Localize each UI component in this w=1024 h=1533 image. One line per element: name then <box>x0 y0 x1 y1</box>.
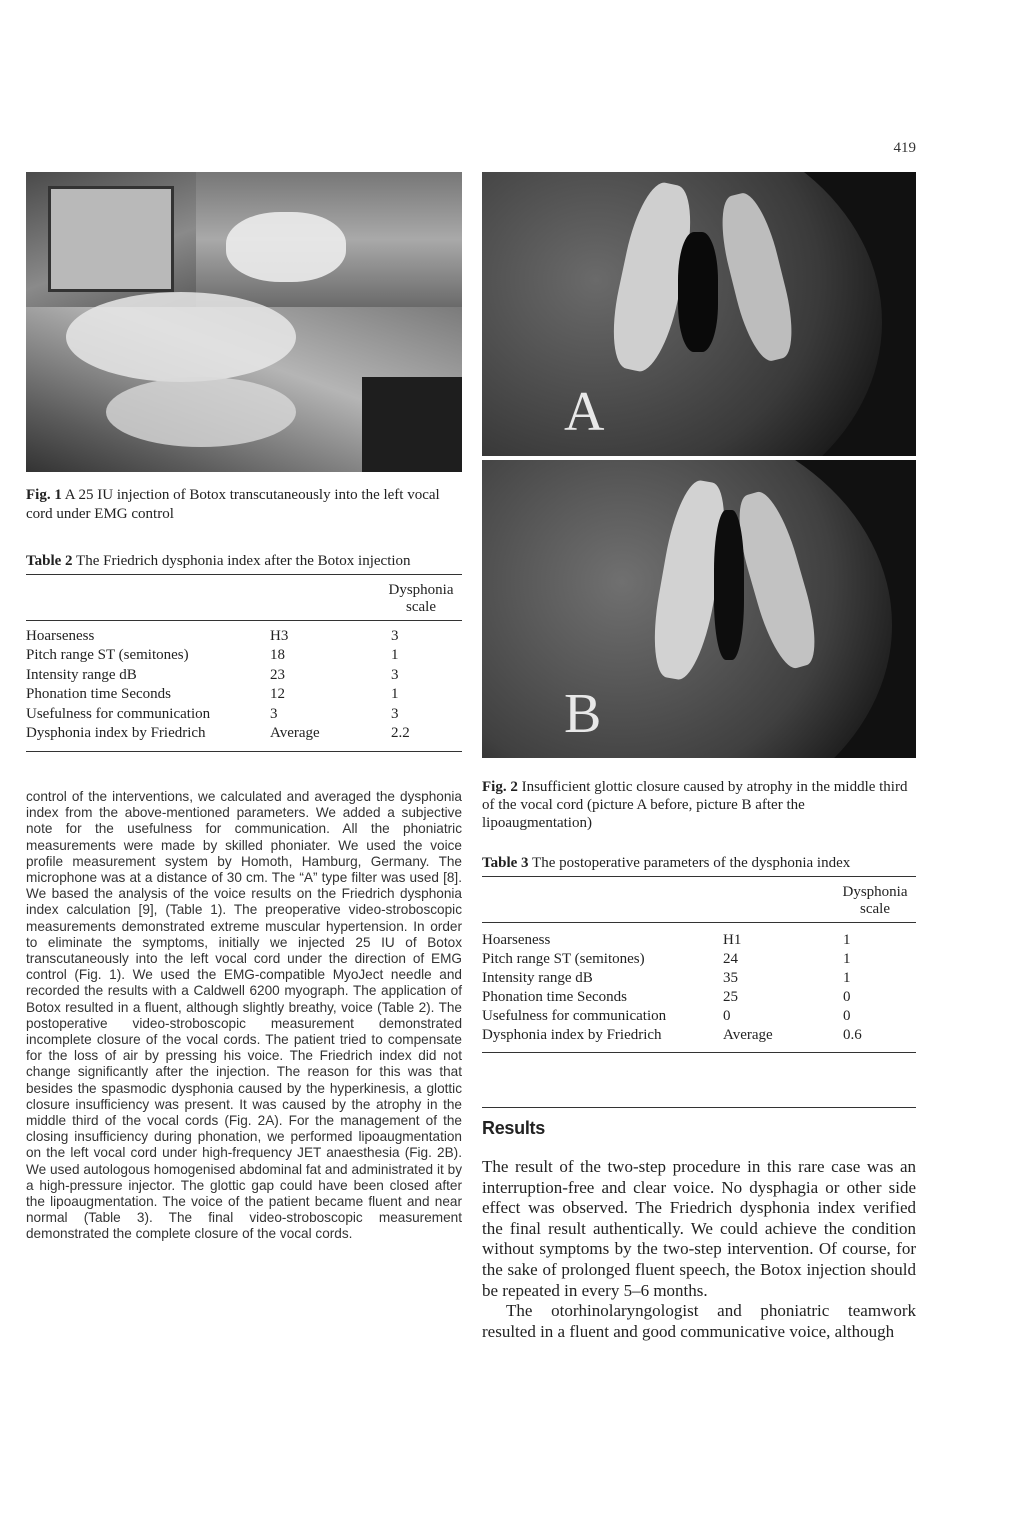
table-3-row <box>482 950 916 969</box>
table-cell-param: Dysphonia index by Friedrich <box>482 1027 662 1043</box>
table-cell-value: 0 <box>723 1008 731 1024</box>
table-2-row <box>26 666 462 685</box>
results-paragraph-1: The result of the two-step procedure in this rare case was an interruption-free and clear voice. No dysphagia or other side effect was observed. The Friedrich dysphonia index verified the final result authentically. We could achieve the condition without symptoms by the two-step intervention. Of course, for the sake of prolonged fluent speech, the Botox injection should be repeated in every 5–6 months. <box>482 1157 916 1300</box>
figure-1-caption <box>26 486 462 524</box>
table-cell-value: Average <box>723 1027 773 1043</box>
table-2-top-rule <box>26 574 462 575</box>
table-cell-value: 12 <box>270 686 285 702</box>
figure-2-caption-text: Insufficient glottic closure caused by atrophy in the middle third of the vocal cord (picture A before, picture B after the lipoaugmentation) <box>482 779 908 831</box>
table-cell-scale: 0 <box>843 989 851 1005</box>
table-3-bottom-rule <box>482 1052 916 1053</box>
table-cell-scale: 0.6 <box>843 1027 862 1043</box>
table-cell-scale: 3 <box>391 667 399 683</box>
figure-1-label: Fig. 1 <box>26 487 62 503</box>
figure-2-panel-b-letter: B <box>564 683 602 745</box>
table-cell-param: Usefulness for communication <box>482 1008 667 1024</box>
table-cell-scale: 0 <box>843 1008 851 1024</box>
table-cell-param: Intensity range dB <box>26 667 137 683</box>
table-cell-value: 35 <box>723 970 738 986</box>
results-heading: Results <box>482 1118 545 1138</box>
table-cell-value: Average <box>270 725 320 741</box>
table-cell-scale: 3 <box>391 706 399 722</box>
table-cell-value: 23 <box>270 667 285 683</box>
table-cell-value: 25 <box>723 989 738 1005</box>
results-rule <box>482 1107 916 1108</box>
figure-1-caption-text: A 25 IU injection of Botox transcutaneously into the left vocal cord under EMG control <box>26 487 440 522</box>
table-cell-scale: 1 <box>391 647 399 663</box>
figure-1-photo <box>26 172 462 472</box>
table-3-row <box>482 931 916 950</box>
table-cell-scale: 1 <box>843 970 851 986</box>
table-cell-param: Phonation time Seconds <box>482 989 627 1005</box>
table-3-title <box>482 854 916 873</box>
table-cell-param: Intensity range dB <box>482 970 593 986</box>
table-2-row <box>26 724 462 743</box>
table-cell-param: Pitch range ST (semitones) <box>482 951 645 967</box>
table-2-header-rule <box>26 620 462 621</box>
figure-2-panel-a-letter: A <box>564 381 605 443</box>
table-cell-scale: 1 <box>843 951 851 967</box>
table-3-header-scale: Dysphonia scale <box>842 884 908 917</box>
table-cell-scale: 3 <box>391 628 399 644</box>
table-3-row <box>482 1007 916 1026</box>
table-3-row <box>482 969 916 988</box>
table-cell-value: 18 <box>270 647 285 663</box>
figure-2-caption <box>482 778 916 832</box>
table-cell-scale: 1 <box>843 932 851 948</box>
table-cell-value: 3 <box>270 706 278 722</box>
table-3-top-rule <box>482 876 916 877</box>
table-cell-scale: 1 <box>391 686 399 702</box>
table-3-label: Table 3 <box>482 855 529 871</box>
table-2-row <box>26 646 462 665</box>
table-cell-param: Hoarseness <box>26 628 95 644</box>
figure-2-label: Fig. 2 <box>482 779 518 795</box>
table-3-header-rule <box>482 922 916 923</box>
table-2-header-scale: Dysphonia scale <box>388 582 454 615</box>
table-cell-param: Dysphonia index by Friedrich <box>26 725 206 741</box>
figure-2-panel-b-image <box>482 460 916 758</box>
table-cell-value: 24 <box>723 951 738 967</box>
table-3-row <box>482 988 916 1007</box>
results-text <box>482 1157 916 1342</box>
table-cell-param: Usefulness for communication <box>26 706 211 722</box>
body-text-left: control of the interventions, we calculated and averaged the dysphonia index from the above-mentioned parameters. We added a subjective note for the usefulness for communication. All the phoniatric measurements were made by skilled phoniater. We used the voice profile measurement system by Homoth, Hamburg, Germany. The microphone was at a distance of 30 cm. The “A” type filter was used [8]. We based the analysis of the voice results on the Friedrich dysphonia index calculation [9], (Table 1). The preoperative video-stroboscopic measurements demonstrated extreme muscular hypertension. In order to eliminate the symptoms, initially we injected 25 IU of Botox transcutaneously into the left vocal cord under the direction of EMG control (Fig. 1). We used the EMG-compatible MyoJect needle and recorded the results with a Caldwell 6200 myograph. The application of Botox resulted in a fluent, although slightly breathy, voice (Table 2). The postoperative video-stroboscopic measurement demonstrated incomplete closure of the vocal cords. The patient tried to compensate for the loss of air by pressing his voice. The Friedrich index did not change significantly after the injection. The reason for this was that besides the spasmodic dysphonia caused by the hyperkinesis, a glottic closure insufficiency was present. It was caused by the atrophy in the middle third of the vocal cords (Fig. 2A). For the management of the closing insufficiency during phonation, we performed lipoaugmentation on the left vocal cord under high-frequency JET anaesthesia (Fig. 2B). We used autologous homogenised abdominal fat and administrated it by a high-pressure injector. The glottic gap could have been closed after the lipoaugmentation. The voice of the patient became fluent and near normal (Table 3). The final video-stroboscopic measurement demonstrated the complete closure of the vocal cords. <box>26 789 462 1242</box>
table-2-row <box>26 705 462 724</box>
table-cell-param: Phonation time Seconds <box>26 686 171 702</box>
table-cell-scale: 2.2 <box>391 725 410 741</box>
results-paragraph-2: The otorhinolaryngologist and phoniatric teamwork resulted in a fluent and good communicative voice, although <box>482 1301 916 1341</box>
table-2-title-text: The Friedrich dysphonia index after the Botox injection <box>76 553 411 569</box>
table-3-row <box>482 1026 916 1045</box>
table-3-title-text: The postoperative parameters of the dysphonia index <box>532 855 851 871</box>
table-2-row <box>26 627 462 646</box>
table-cell-value: H1 <box>723 932 742 948</box>
table-2-label: Table 2 <box>26 553 73 569</box>
page-number: 419 <box>893 140 916 156</box>
table-2-bottom-rule <box>26 751 462 752</box>
table-2-row <box>26 685 462 704</box>
table-cell-value: H3 <box>270 628 289 644</box>
table-cell-param: Hoarseness <box>482 932 551 948</box>
figure-2-panel-a-image <box>482 172 916 456</box>
table-cell-param: Pitch range ST (semitones) <box>26 647 189 663</box>
table-2-title <box>26 552 462 571</box>
